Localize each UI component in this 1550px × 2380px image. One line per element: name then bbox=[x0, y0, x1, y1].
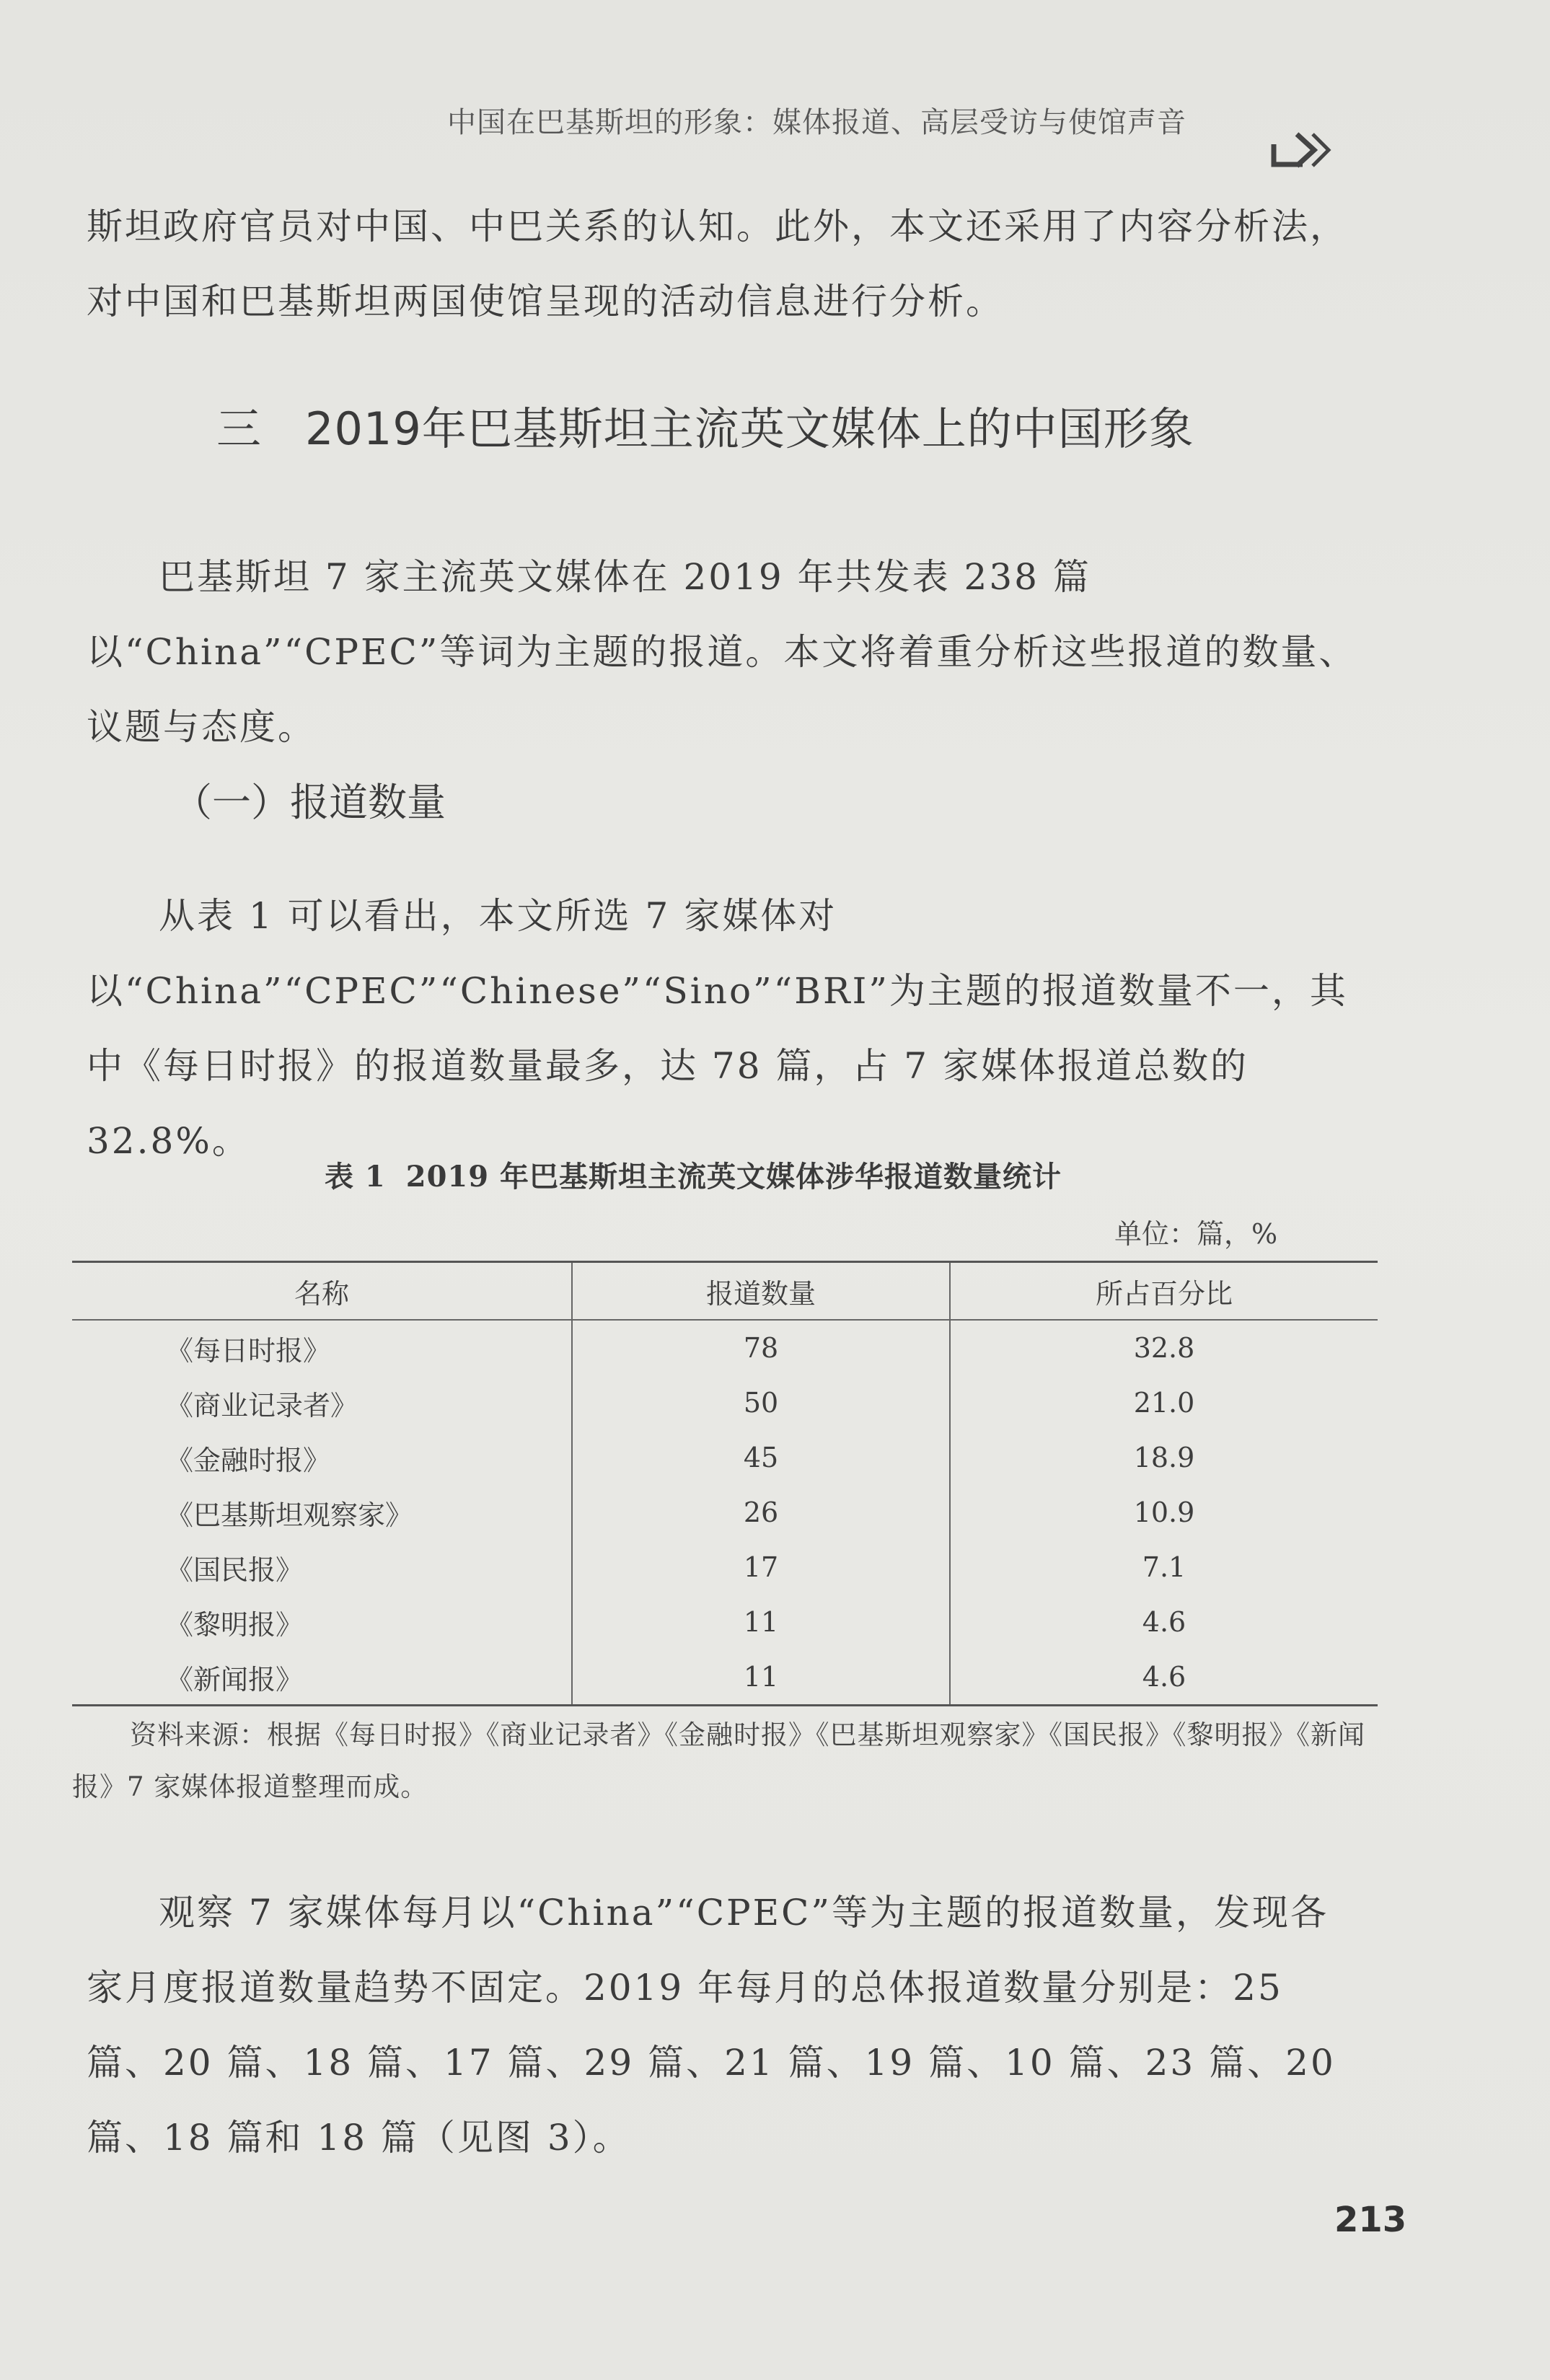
cell-percent: 18.9 bbox=[1133, 1442, 1195, 1473]
header-count: 报道数量 bbox=[572, 1262, 950, 1321]
intro-paragraph: 斯坦政府官员对中国、中巴关系的认知。此外，本文还采用了内容分析法，对中国和巴基斯坦两国使馆呈现的活动信息进行分析。 bbox=[87, 206, 1348, 322]
running-head: 中国在巴基斯坦的形象：媒体报道、高层受访与使馆声音 bbox=[447, 106, 1186, 139]
cell-count: 78 bbox=[572, 1320, 950, 1375]
cell-count: 17 bbox=[572, 1540, 950, 1595]
subsection-heading: （一）报道数量 bbox=[173, 780, 446, 825]
header-percent: 所占百分比 bbox=[950, 1262, 1378, 1321]
chapter-corner-icon bbox=[1271, 128, 1333, 172]
section-title-text: 2019年巴基斯坦主流英文媒体上的中国形象 bbox=[305, 402, 1194, 455]
cell-count: 26 bbox=[572, 1485, 950, 1540]
cell-name: 《新闻报》 bbox=[72, 1649, 572, 1706]
cell-name: 《国民报》 bbox=[72, 1540, 572, 1595]
table-unit: 单位：篇，% bbox=[1114, 1218, 1278, 1250]
section-number: 三 bbox=[216, 402, 263, 455]
table-label: 表 1 bbox=[325, 1160, 386, 1194]
cell-percent: 21.0 bbox=[1133, 1387, 1195, 1419]
table-row bbox=[72, 1485, 1378, 1540]
table-source-note: 资料来源：根据《每日时报》《商业记录者》《金融时报》《巴基斯坦观察家》《国民报》《黎明报》《新闻报》7 家媒体报道整理而成。 bbox=[72, 1719, 1365, 1802]
table-row bbox=[72, 1320, 1378, 1375]
cell-name: 《每日时报》 bbox=[72, 1320, 572, 1375]
cell-percent: 4.6 bbox=[1142, 1606, 1186, 1638]
cell-percent: 10.9 bbox=[1133, 1497, 1195, 1528]
statistics-table bbox=[72, 1261, 1378, 1706]
table-row bbox=[72, 1375, 1378, 1430]
table-row bbox=[72, 1540, 1378, 1595]
cell-name: 《金融时报》 bbox=[72, 1430, 572, 1485]
paragraph-2: 从表 1 可以看出，本文所选 7 家媒体对以“China”“CPEC”“Chinese”“Sino”“BRI”为主题的报道数量不一，其中《每日时报》的报道数量最多，达 78 篇，占 7 家媒体报道总数的 32.8%。 bbox=[87, 895, 1348, 1162]
section-heading bbox=[216, 393, 1194, 457]
cell-percent: 7.1 bbox=[1142, 1551, 1186, 1583]
table-caption bbox=[325, 1154, 1062, 1195]
cell-percent: 4.6 bbox=[1142, 1661, 1186, 1693]
table-row bbox=[72, 1649, 1378, 1706]
table-row bbox=[72, 1595, 1378, 1649]
page-number: 213 bbox=[1334, 2200, 1407, 2240]
cell-count: 11 bbox=[572, 1649, 950, 1706]
cell-percent: 32.8 bbox=[1133, 1332, 1195, 1364]
header-name: 名称 bbox=[72, 1262, 572, 1321]
paragraph-3: 观察 7 家媒体每月以“China”“CPEC”等为主题的报道数量，发现各家月度报道数量趋势不固定。2019 年每月的总体报道数量分别是：25 篇、20 篇、18 篇、17 篇、29 篇、21 篇、19 篇、10 篇、23 篇、20 篇、18 篇和 18 篇（见图 3）。 bbox=[87, 1892, 1336, 2159]
cell-name: 《商业记录者》 bbox=[72, 1375, 572, 1430]
cell-count: 11 bbox=[572, 1595, 950, 1649]
table-header-row bbox=[72, 1262, 1378, 1321]
cell-name: 《黎明报》 bbox=[72, 1595, 572, 1649]
table-caption-text: 2019 年巴基斯坦主流英文媒体涉华报道数量统计 bbox=[405, 1160, 1062, 1194]
cell-count: 50 bbox=[572, 1375, 950, 1430]
cell-name: 《巴基斯坦观察家》 bbox=[72, 1485, 572, 1540]
paragraph-1: 巴基斯坦 7 家主流英文媒体在 2019 年共发表 238 篇以“China”“CPEC”等词为主题的报道。本文将着重分析这些报道的数量、议题与态度。 bbox=[87, 556, 1357, 748]
table-row bbox=[72, 1430, 1378, 1485]
cell-count: 45 bbox=[572, 1430, 950, 1485]
